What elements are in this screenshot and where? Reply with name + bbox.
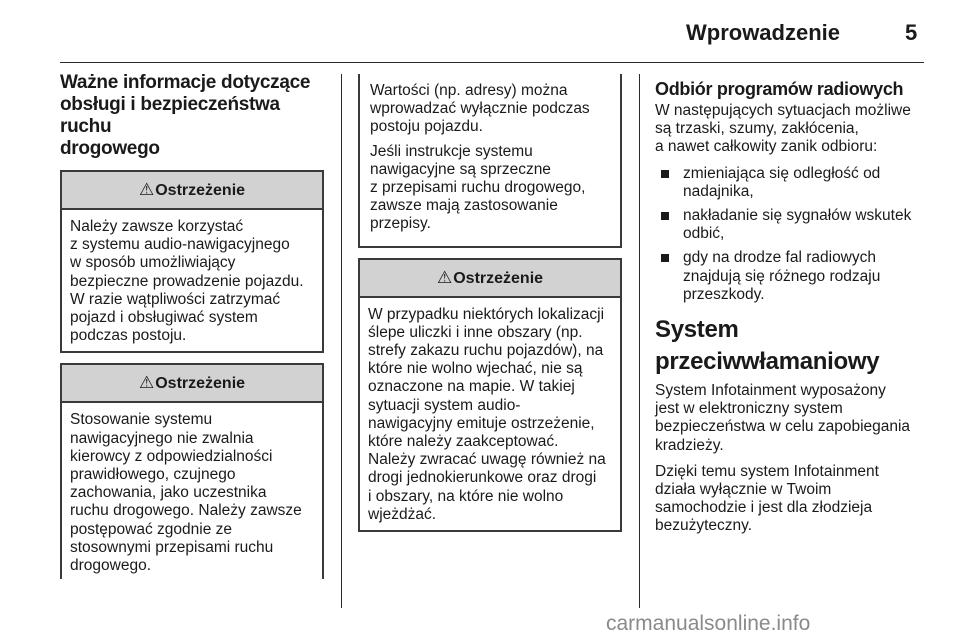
warning-box-body [360,298,620,530]
text-line: zachowania, jako uczestnika [70,484,267,502]
text-line: strefy zakazu ruchu pojazdów), na [368,342,604,360]
page-number: 5 [905,20,918,45]
continued-warning-box [358,74,622,248]
list-item [655,249,925,304]
text-line: nawigacyjnego nie zwalnia [70,429,254,447]
column-right [655,78,925,544]
text-line: gdy na drodze fal radiowych [683,249,877,267]
warning-box-1 [60,170,324,353]
text-line: i obszary, na które nie wolno [368,487,564,505]
warning-box-header [62,172,322,210]
square-bullet-icon [661,170,669,178]
text-line: zmieniająca się odległość od [683,164,881,182]
paragraph [370,82,612,137]
warning-box-header [62,365,322,403]
page-header-title: Wprowadzenie [685,20,840,45]
section-heading-radio: Odbiór programów radiowych [655,79,904,99]
warning-triangle-icon: ⚠ [138,180,155,199]
text-line: W przypadku niektórych lokalizacji [368,305,605,323]
text-line: które należy zaakceptować. [368,433,559,451]
column-left [60,72,324,579]
header-divider [60,62,924,63]
text-line: a nawet całkowity zanik odbioru: [655,138,878,156]
text-line: bezpieczne prowadzenie pojazdu. [70,272,304,290]
text-line: nawigacyjny emituje ostrzeżenie, [368,414,595,432]
text-line: jest w elektroniczny system [655,400,843,418]
warning-box-2 [60,363,324,579]
text-line: odbić, [683,225,725,243]
radio-intro [655,102,925,157]
text-line: zawsze mają zastosowanie [370,197,558,215]
text-line: W następujących sytuacjach możliwe [655,102,911,119]
text-line: które nie wolno wjechać, nie są [368,360,583,378]
text-line: sytuacji system audio- [368,396,521,414]
warning-triangle-icon: ⚠ [138,373,155,393]
watermark-text: carmanualsonline.info [606,612,811,635]
warning-box-body [62,403,322,579]
text-line: nadajnika, [683,182,754,200]
text-line: Jeśli instrukcje systemu [370,142,533,160]
text-line: podczas postoju. [70,327,187,345]
text-line: postoju pojazdu. [370,118,483,136]
heading-line: Ważne informacje dotyczące [60,72,311,93]
text-line: W razie wątpliwości zatrzymać [70,290,281,308]
list-item [655,165,925,201]
section-heading-safety [60,72,324,160]
text-line: kierowcy z odpowiedzialności [70,447,273,465]
warning-box-3 [358,258,622,532]
text-line: przepisy. [370,215,431,233]
warning-triangle-icon: ⚠ [436,267,453,287]
text-line: postępować zgodnie ze [70,520,233,538]
text-line: prawidłowego, czujnego [70,466,236,484]
text-line: oznaczone na mapie. W takiej [368,378,575,396]
text-line: Dzięki temu system Infotainment [655,462,879,480]
text-line: ruchu drogowego. Należy zawsze [70,502,302,520]
text-line: nawigacyjne są sprzeczne [370,160,551,178]
text-line: drogi jednokierunkowe oraz drogi [368,469,597,487]
text-line: bezpieczeństwa w celu zapobiegania [655,418,911,436]
text-line: kradzieży. [655,436,724,454]
text-line: w sposób umożliwiający [70,254,236,272]
text-line: przeszkody. [683,285,765,303]
warning-label: Ostrzeżenie [155,182,246,199]
warning-label: Ostrzeżenie [453,269,544,287]
continued-box-body [360,74,620,246]
column-divider-2 [639,74,640,608]
column-middle [358,74,622,542]
text-line: nakładanie się sygnałów wskutek [683,207,912,225]
heading-line: przeciwwłamaniowy [655,348,880,376]
heading-line: obsługi i bezpieczeństwa ruchu [60,94,280,137]
text-line: bezużyteczny. [655,517,753,535]
warning-label: Ostrzeżenie [155,375,246,393]
text-line: Wartości (np. adresy) można [370,82,568,99]
section-heading-antitheft [655,314,925,378]
text-line: samochodzie i jest dla złodzieja [655,499,873,517]
paragraph [370,143,612,234]
paragraph [655,382,925,455]
heading-line: drogowego [60,138,160,159]
text-line: są trzaski, szumy, zakłócenia, [655,120,859,138]
text-line: Stosowanie systemu [70,411,213,429]
text-line: stosownymi przepisami ruchu [70,538,274,556]
text-line: z systemu audio-nawigacyjnego [70,236,290,254]
column-divider-1 [341,74,342,608]
radio-bullet-list [655,165,925,304]
heading-line: System [655,316,739,344]
text-line: Należy zwracać uwagę również na [368,451,606,469]
text-line: wprowadzać wyłącznie podczas [370,100,590,118]
paragraph [655,463,925,536]
square-bullet-icon [661,254,669,262]
text-line: działa wyłącznie w Twoim [655,481,832,499]
text-line: System Infotainment wyposażony [655,382,886,400]
text-line: wjeżdżać. [368,505,437,523]
warning-box-body [62,210,322,351]
text-line: ślepe uliczki i inne obszary (np. [368,323,583,341]
warning-box-header [360,260,620,298]
text-line: drogowego. [70,557,152,575]
text-line: pojazd i obsługiwać system [70,309,258,327]
text-line: znajdują się różnego rodzaju [683,267,881,285]
text-line: z przepisami ruchu drogowego, [370,179,586,197]
text-line: Należy zawsze korzystać [70,218,244,235]
square-bullet-icon [661,212,669,220]
list-item [655,207,925,243]
